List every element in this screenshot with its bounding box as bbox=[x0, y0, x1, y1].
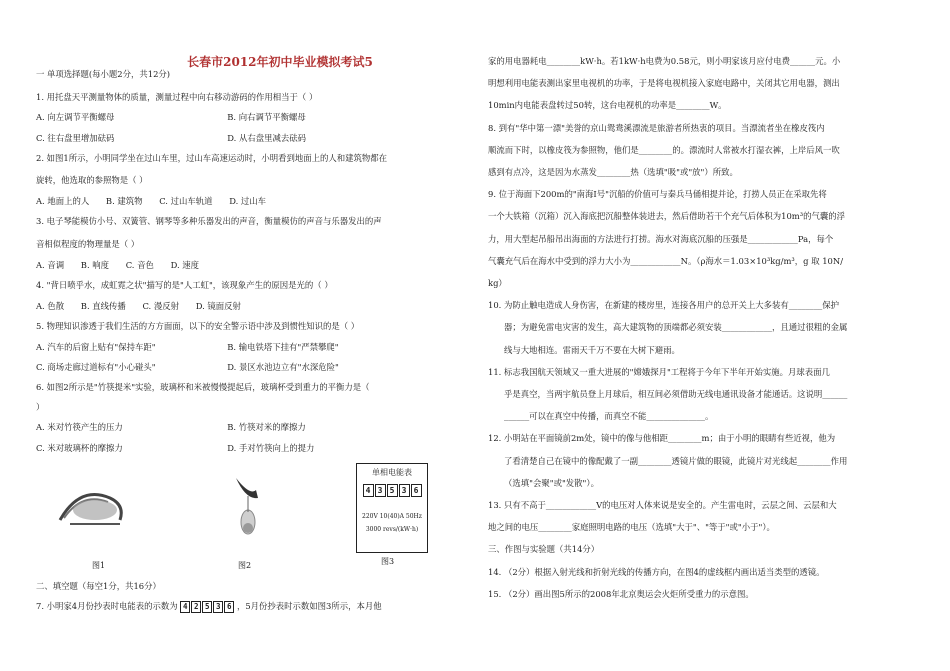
q11-line-1: 11. 标志我国航天领域又一重大进展的"嫦娥探月"工程将于今年下半年开始实施。月球表面几 bbox=[488, 366, 830, 377]
figure-3-caption: 图3 bbox=[381, 557, 395, 566]
q3-stem-1: 3. 电子琴能模仿小号、双簧管、钢琴等多种乐器发出的声音，衡量模仿的声音与乐器发出的声 bbox=[36, 216, 382, 227]
figure-3-energy-meter bbox=[356, 463, 428, 553]
q7-meter-reading bbox=[180, 601, 234, 613]
q9-line-4: 气囊充气后在海水中受到的浮力大小为____________N。（ρ海水＝1.03×10³kg/m³，g 取 10N/ bbox=[488, 255, 844, 266]
meter-digit-3: 5 bbox=[387, 484, 398, 497]
meter-digit-4: 3 bbox=[399, 484, 410, 497]
right-column bbox=[488, 55, 916, 601]
q8-line-3: 感到有点冷，这是因为水蒸发________热（选填"吸"或"放"）所致。 bbox=[488, 167, 738, 178]
meter-spec: 220V 10(40)A 50Hz bbox=[362, 513, 422, 520]
q12-line-1: 12. 小明站在平面镜前2m处，镜中的像与他相距________m；由于小明的眼睛有些近视，他为 bbox=[488, 433, 836, 444]
q7-digit-3: 5 bbox=[202, 601, 212, 613]
q15: 15. （2分）画出图5所示的2008年北京奥运会火炬所受重力的示意图。 bbox=[488, 588, 754, 599]
q9-line-1: 9. 位于海面下200m的"南海Ⅰ号"沉船的价值可与秦兵马俑相提并论，打捞人员正在采取先将 bbox=[488, 189, 827, 200]
q11-line-3: ______可以在真空中传播，而真空不能______________。 bbox=[504, 411, 714, 422]
q7-digit-4: 3 bbox=[213, 601, 223, 613]
q12-line-3: （选填"会聚"或"发散"）。 bbox=[504, 477, 599, 488]
q2-options bbox=[36, 195, 461, 208]
q1-option-d: D. 从右盘里减去砝码 bbox=[227, 132, 306, 143]
section-2-heading: 二、填空题（每空1分，共16分） bbox=[36, 581, 161, 591]
q9-line-3: 力，用大型起吊船吊出海面的方法进行打捞。海水对海底沉船的压强是____________Pa，每个 bbox=[488, 233, 834, 244]
section-1-heading: 一 单项选择题(每小题2分，共12分) bbox=[36, 69, 171, 79]
q6-options-row2 bbox=[36, 442, 461, 455]
figure-2-chopstick-rice bbox=[228, 476, 268, 538]
q1-stem: 1. 用托盘天平测量物体的质量，测量过程中向右移动游码的作用相当于（ ） bbox=[36, 92, 318, 103]
left-column bbox=[36, 68, 461, 455]
q10-line-3: 线与大地相连。雷雨天千万不要在大树下避雨。 bbox=[504, 344, 680, 355]
figure-1-roller-coaster bbox=[50, 480, 130, 530]
exam-title: 长春市2012年初中毕业模拟考试5 bbox=[187, 55, 373, 69]
q3-options bbox=[36, 259, 461, 272]
q4-stem: 4. "背日喷乎水，成虹霓之状"描写的是"人工虹"，该现象产生的原因是光的（ ） bbox=[36, 280, 333, 291]
q6-option-d: D. 手对竹筷向上的提力 bbox=[227, 442, 315, 453]
q6-stem-1: 6. 如图2所示是"竹筷提米"实验，玻璃杯和米被慢慢提起后，玻璃杯受到重力的平衡力是（ bbox=[36, 382, 370, 393]
q7-digit-5: 6 bbox=[224, 601, 234, 613]
q2-option-c: C. 过山车轨道 bbox=[159, 196, 213, 207]
q6-options-row1 bbox=[36, 421, 461, 434]
q5-option-a: A. 汽车的后窗上贴有"保持车距" bbox=[36, 341, 156, 352]
q5-option-b: B. 输电铁塔下挂有"严禁攀爬" bbox=[227, 341, 339, 352]
meter-digit-1: 4 bbox=[363, 484, 374, 497]
meter-digit-5: 6 bbox=[411, 484, 422, 497]
q4-option-b: B. 直线传播 bbox=[80, 301, 126, 312]
figure-1-caption: 图1 bbox=[92, 561, 106, 570]
q7-line-3: 明想利用电能表测出家里电视机的功率，于是将电视机接入家庭电路中，关闭其它用电器，测出 bbox=[488, 78, 840, 89]
meter-digits bbox=[357, 484, 427, 497]
q3-option-b: B. 响度 bbox=[80, 259, 110, 270]
q7-digit-1: 4 bbox=[180, 601, 190, 613]
q8-line-2: 顺流而下时，以橡皮筏为参照物，他们是________的。漂流时人常被水打湿衣裤，上岸后风一吹 bbox=[488, 144, 840, 155]
q5-option-d: D. 景区水池边立有"水深危险" bbox=[227, 361, 339, 372]
q6-stem-2: ） bbox=[36, 402, 45, 413]
q14: 14. （2分）根据入射光线和折射光线的传播方向，在图4的虚线框内画出适当类型的透镜。 bbox=[488, 566, 825, 577]
q5-options-row2 bbox=[36, 361, 461, 374]
q2-option-d: D. 过山车 bbox=[229, 196, 267, 207]
q10-line-1: 10. 为防止触电造成人身伤害，在新建的楼房里，连接各用户的总开关上大多装有________保护 bbox=[488, 300, 839, 311]
q2-option-b: B. 建筑物 bbox=[105, 196, 143, 207]
q6-option-c: C. 米对玻璃杯的摩擦力 bbox=[36, 442, 123, 453]
q1-option-b: B. 向右调节平衡螺母 bbox=[227, 112, 306, 123]
figure-2-caption: 图2 bbox=[238, 561, 252, 570]
q7-line-4: 10min内电能表盘转过50转，这台电视机的功率是________W。 bbox=[488, 100, 727, 111]
q2-stem-1: 2. 如图1所示，小明同学坐在过山车里，过山车高速运动时，小明看到地面上的人和建筑物都在 bbox=[36, 152, 387, 163]
q7-line-2: 家的用电器耗电________kW·h。若1kW·h电费为0.58元，则小明家该月应付电费______元。小 bbox=[488, 56, 841, 66]
q1-option-c: C. 往右盘里增加砝码 bbox=[36, 132, 115, 143]
meter-revs: 3000 revs/(kW·h) bbox=[365, 526, 419, 533]
q10-line-2: 器；为避免雷电灾害的发生，高大建筑物的顶端都必须安装____________，且通过很粗的金属 bbox=[504, 322, 848, 333]
q7-post-text: ，5月份抄表时示数如图3所示，本月他 bbox=[236, 601, 382, 612]
q11-line-2: 乎是真空，当两宇航员登上月球后，相互间必须借助无线电通讯设备才能通话。这说明______ bbox=[504, 389, 848, 400]
q7-digit-2: 2 bbox=[191, 601, 201, 613]
q3-option-c: C. 音色 bbox=[125, 259, 154, 270]
q13-line-2: 地之间的电压________家庭照明电路的电压（选填"大于"、"等于"或"小于"）。 bbox=[488, 522, 775, 533]
q13-line-1: 13. 只有不高于____________V的电压对人体来说是安全的。产生雷电时，云层之间、云层和大 bbox=[488, 500, 837, 511]
q5-option-c: C. 商场走廊过道标有"小心碰头" bbox=[36, 361, 156, 372]
section-3-heading: 三、作图与实验题（共14分） bbox=[488, 544, 600, 555]
q3-stem-2: 音相似程度的物理量是（ ） bbox=[36, 238, 140, 249]
q2-stem-2: 旋转，他选取的参照物是（ ） bbox=[36, 175, 148, 186]
q1-option-a: A. 向左调节平衡螺母 bbox=[36, 112, 115, 123]
q6-option-a: A. 米对竹筷产生的压力 bbox=[36, 422, 123, 433]
q5-options-row1 bbox=[36, 341, 461, 354]
q4-option-c: C. 漫反射 bbox=[142, 301, 180, 312]
left-column-bottom bbox=[36, 580, 461, 613]
q2-option-a: A. 地面上的人 bbox=[36, 196, 90, 207]
meter-title: 单相电能表 bbox=[372, 468, 412, 477]
q9-line-5: kg） bbox=[488, 278, 507, 289]
q9-line-2: 一个大铁箱（沉箱）沉入海底把沉船整体装进去，然后借助若干个充气后体积为10m³的气囊的浮 bbox=[488, 211, 845, 222]
meter-digit-2: 3 bbox=[375, 484, 386, 497]
q5-stem: 5. 物理知识渗透于我们生活的方方面面，以下的安全警示语中涉及到惯性知识的是（ ） bbox=[36, 321, 360, 332]
q7-stem bbox=[36, 600, 461, 613]
q8-line-1: 8. 到有"华中第一漂"美誉的京山鸳鸯溪漂流是旅游者所热衷的项目。当漂流者坐在橡皮筏内 bbox=[488, 122, 825, 133]
q1-options-row2 bbox=[36, 132, 461, 145]
q3-option-a: A. 音调 bbox=[36, 259, 65, 270]
q6-option-b: B. 竹筷对米的摩擦力 bbox=[227, 422, 306, 433]
q3-option-d: D. 速度 bbox=[170, 259, 200, 270]
q4-options bbox=[36, 300, 461, 313]
q7-pre-text: 7. 小明家4月份抄表时电能表的示数为 bbox=[36, 601, 178, 612]
q4-option-d: D. 镜面反射 bbox=[195, 301, 241, 312]
q4-option-a: A. 色散 bbox=[36, 301, 65, 312]
q1-options-row1 bbox=[36, 111, 461, 124]
q12-line-2: 了看清楚自己在镜中的像配戴了一副________透镜片做的眼镜，此镜片对光线起________作用 bbox=[504, 455, 848, 466]
